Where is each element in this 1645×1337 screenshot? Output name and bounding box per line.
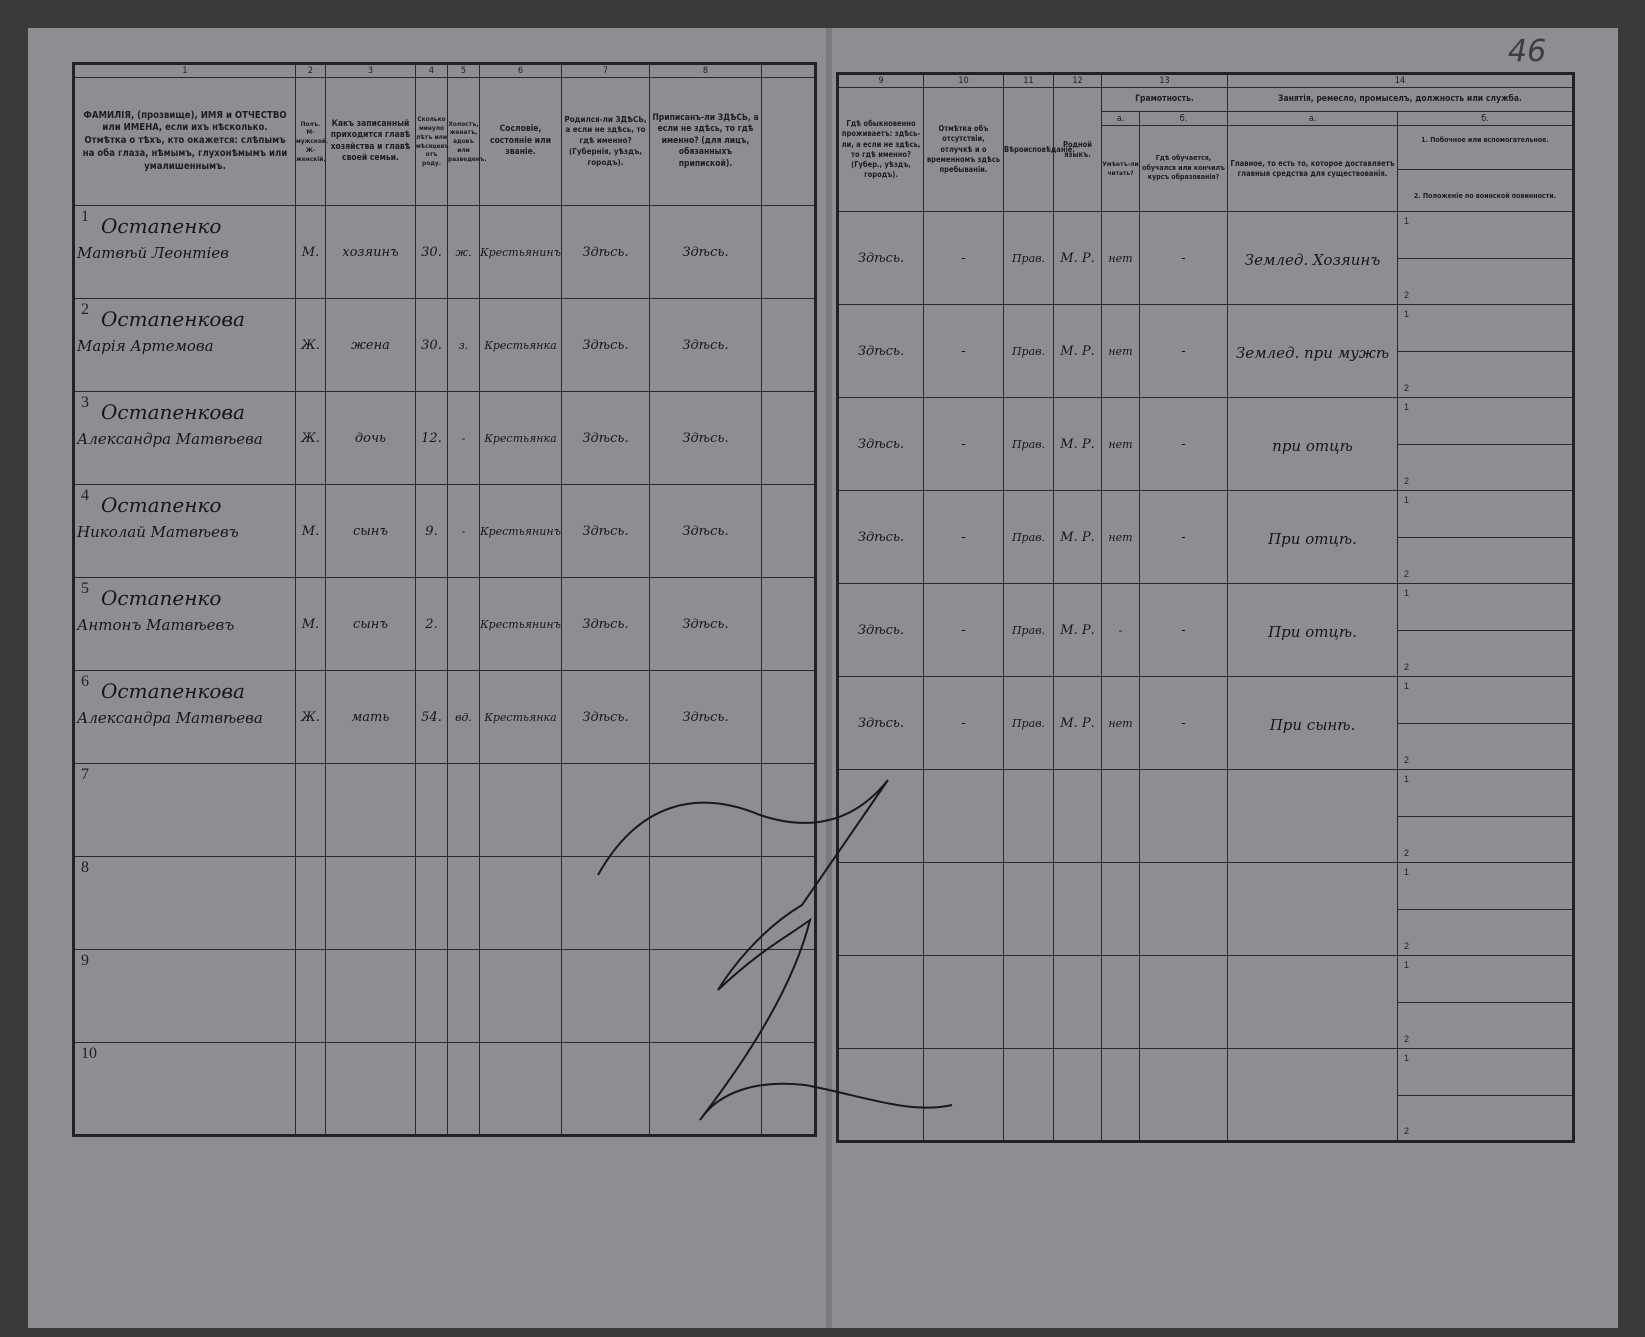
education: - <box>1140 677 1228 770</box>
header-religion: Вѣроисповѣданіе. <box>1004 88 1054 212</box>
empty-row: 7 <box>74 764 816 857</box>
absence: - <box>924 677 1004 770</box>
marital: вд. <box>448 671 480 764</box>
relation: жена <box>326 299 416 392</box>
given-name: Александра Матвѣева <box>77 430 263 449</box>
header-can-read: Умѣетъ-ли читать? <box>1102 126 1140 212</box>
header-literacy: Грамотность. <box>1102 88 1228 112</box>
marital: - <box>448 392 480 485</box>
estate: Крестьянинъ <box>480 206 562 299</box>
estate: Крестьянинъ <box>480 578 562 671</box>
occupation: Землед. при мужѣ <box>1228 305 1398 398</box>
age: 30. <box>416 299 448 392</box>
relation: сынъ <box>326 485 416 578</box>
language: М. Р. <box>1054 491 1102 584</box>
absence: - <box>924 305 1004 398</box>
religion: Прав. <box>1004 584 1054 677</box>
header-registered: Приписанъ-ли ЗДѢСЬ, а если не здѣсь, то гдѣ именно? (для лицъ, обязанныхъ припиской). <box>650 78 762 206</box>
given-name: Александра Матвѣева <box>77 709 263 728</box>
education: - <box>1140 212 1228 305</box>
education: - <box>1140 584 1228 677</box>
age: 30. <box>416 206 448 299</box>
residence: Здѣсь. <box>838 491 924 584</box>
relation: сынъ <box>326 578 416 671</box>
column-number-row: 1 2 3 4 5 6 7 8 <box>74 64 816 78</box>
residence: Здѣсь. <box>838 305 924 398</box>
header-estate: Сословіе, состояніе или званіе. <box>480 78 562 206</box>
sex: Ж. <box>296 671 326 764</box>
right-census-table: 9 10 11 12 13 14 Гдѣ обыкновенно проживаетъ: здѣсь-ли, а если не здѣсь, то гдѣ именно? (Губер., уѣздъ, городъ). Отмѣтка объ отсутствіи, отлучкѣ и о временномъ здѣсь пребываніи. Вѣроисповѣданіе. Родной языкъ. Грамотность. Занятія, ремесло, промыселъ, должность или служба. а. б. а. б. Умѣетъ-ли читать? Гдѣ обучается, обучался или кончилъ курсъ образованія? Главное, то есть то, которое доставляетъ главныя средства для существованія. 1. Побочное или вспомогательное. 2. Положеніе по воинской повинности. Здѣсь. - Прав. М. Р. нет - Землед. Хозяинъ 1 2 Здѣсь. - Прав. М. Р. нет - Землед. при мужѣ 1 2 Здѣсь. - Прав. М. Р. нет - при отцѣ 1 2 Здѣсь. - Прав. М. Р. нет - При отцѣ. 1 2 Здѣсь. - Прав. М. Р. - - При отцѣ. 1 2 Здѣсь. - Прав. М. Р. нет - При сынѣ. 1 2 1 2 1 2 1 2 1 2 <box>836 72 1575 1143</box>
education: - <box>1140 491 1228 584</box>
empty-row: 1 2 <box>838 863 1574 956</box>
religion: Прав. <box>1004 212 1054 305</box>
header-name: ФАМИЛІЯ, (прозвище), ИМЯ и ОТЧЕСТВО или ИМЕНА, если ихъ нѣсколько. Отмѣтка о тѣхъ, кто окажется: слѣпымъ на оба глаза, нѣмымъ, глухонѣмымъ или умалишеннымъ. <box>74 78 296 206</box>
occupation: Землед. Хозяинъ <box>1228 212 1398 305</box>
occupation: при отцѣ <box>1228 398 1398 491</box>
given-name: Марiя Артемова <box>77 337 214 356</box>
absence: - <box>924 584 1004 677</box>
residence: Здѣсь. <box>838 584 924 677</box>
secondary-occupation: 1 2 <box>1398 677 1574 770</box>
estate: Крестьянка <box>480 299 562 392</box>
relation: хозяинъ <box>326 206 416 299</box>
religion: Прав. <box>1004 398 1054 491</box>
empty-row: 1 2 <box>838 770 1574 863</box>
relation: дочь <box>326 392 416 485</box>
person-row: 2 Остапенкова Марiя Артемова Ж. жена 30. з. Крестьянка Здѣсь. Здѣсь. <box>74 299 816 392</box>
born: Здѣсь. <box>562 578 650 671</box>
estate: Крестьянинъ <box>480 485 562 578</box>
secondary-occupation: 1 2 <box>1398 398 1574 491</box>
surname: Остапенко <box>101 586 222 611</box>
occupation: При отцѣ. <box>1228 584 1398 677</box>
header-language: Родной языкъ. <box>1054 88 1102 212</box>
literate: - <box>1102 584 1140 677</box>
language: М. Р. <box>1054 212 1102 305</box>
language: М. Р. <box>1054 584 1102 677</box>
born: Здѣсь. <box>562 485 650 578</box>
born: Здѣсь. <box>562 671 650 764</box>
person-row: 1 Остапенко Матвѣй Леонтiев М. хозяинъ 30. ж. Крестьянинъ Здѣсь. Здѣсь. <box>74 206 816 299</box>
estate: Крестьянка <box>480 392 562 485</box>
residence: Здѣсь. <box>838 677 924 770</box>
empty-row: 1 2 <box>838 1049 1574 1142</box>
residence: Здѣсь. <box>838 212 924 305</box>
secondary-occupation: 1 2 <box>1398 491 1574 584</box>
sex: М. <box>296 206 326 299</box>
empty-row: 8 <box>74 857 816 950</box>
marital: з. <box>448 299 480 392</box>
residence: Здѣсь. <box>838 398 924 491</box>
literate: нет <box>1102 677 1140 770</box>
secondary-occupation: 1 2 <box>1398 584 1574 677</box>
person-row: 3 Остапенкова Александра Матвѣева Ж. дочь 12. - Крестьянка Здѣсь. Здѣсь. <box>74 392 816 485</box>
secondary-occupation: 1 2 <box>1398 305 1574 398</box>
born: Здѣсь. <box>562 206 650 299</box>
marital: ж. <box>448 206 480 299</box>
sex: Ж. <box>296 392 326 485</box>
header-sex: Полъ. М-мужской. Ж-женскій. <box>296 78 326 206</box>
surname: Остапенко <box>101 214 222 239</box>
surname: Остапенкова <box>101 679 245 704</box>
header-occupation: Занятія, ремесло, промыселъ, должность или служба. <box>1228 88 1574 112</box>
absence: - <box>924 491 1004 584</box>
born: Здѣсь. <box>562 299 650 392</box>
header-relation: Какъ записанный приходится главѣ хозяйства и главѣ своей семьи. <box>326 78 416 206</box>
age: 54. <box>416 671 448 764</box>
absence: - <box>924 212 1004 305</box>
registered: Здѣсь. <box>650 485 762 578</box>
registered: Здѣсь. <box>650 578 762 671</box>
sex: М. <box>296 485 326 578</box>
religion: Прав. <box>1004 491 1054 584</box>
person-row: 6 Остапенкова Александра Матвѣева Ж. мать 54. вд. Крестьянка Здѣсь. Здѣсь. <box>74 671 816 764</box>
literate: нет <box>1102 305 1140 398</box>
empty-row: 1 2 <box>838 956 1574 1049</box>
header-education: Гдѣ обучается, обучался или кончилъ курсъ образованія? <box>1140 126 1228 212</box>
header-born: Родился-ли ЗДѢСЬ, а если не здѣсь, то гдѣ именно? (Губернія, уѣздъ, городъ). <box>562 78 650 206</box>
religion: Прав. <box>1004 677 1054 770</box>
language: М. Р. <box>1054 398 1102 491</box>
absence: - <box>924 398 1004 491</box>
empty-row: 10 <box>74 1043 816 1136</box>
occupation: При сынѣ. <box>1228 677 1398 770</box>
person-row: 5 Остапенко Антонъ Матвѣевъ М. сынъ 2. Крестьянинъ Здѣсь. Здѣсь. <box>74 578 816 671</box>
page-number: 46 <box>1508 34 1547 69</box>
header-main-occupation: Главное, то есть то, которое доставляетъ главныя средства для существованія. <box>1228 126 1398 212</box>
religion: Прав. <box>1004 305 1054 398</box>
registered: Здѣсь. <box>650 392 762 485</box>
age: 2. <box>416 578 448 671</box>
registered: Здѣсь. <box>650 299 762 392</box>
registered: Здѣсь. <box>650 206 762 299</box>
marital: - <box>448 485 480 578</box>
age: 12. <box>416 392 448 485</box>
relation: мать <box>326 671 416 764</box>
column-number-row: 9 10 11 12 13 14 <box>838 74 1574 88</box>
born: Здѣсь. <box>562 392 650 485</box>
header-residence: Гдѣ обыкновенно проживаетъ: здѣсь-ли, а если не здѣсь, то гдѣ именно? (Губер., уѣздъ, городъ). <box>838 88 924 212</box>
given-name: Антонъ Матвѣевъ <box>77 616 235 635</box>
education: - <box>1140 305 1228 398</box>
literate: нет <box>1102 212 1140 305</box>
education: - <box>1140 398 1228 491</box>
person-row: 4 Остапенко Николай Матвѣевъ М. сынъ 9. - Крестьянинъ Здѣсь. Здѣсь. <box>74 485 816 578</box>
registered: Здѣсь. <box>650 671 762 764</box>
language: М. Р. <box>1054 305 1102 398</box>
literate: нет <box>1102 398 1140 491</box>
header-age: Сколько минуло лѣтъ или мѣсяцевъ отъ роду. <box>416 78 448 206</box>
age: 9. <box>416 485 448 578</box>
header-absence: Отмѣтка объ отсутствіи, отлучкѣ и о временномъ здѣсь пребываніи. <box>924 88 1004 212</box>
sex: М. <box>296 578 326 671</box>
given-name: Матвѣй Леонтiев <box>77 244 229 263</box>
empty-row: 9 <box>74 950 816 1043</box>
estate: Крестьянка <box>480 671 562 764</box>
surname: Остапенкова <box>101 400 245 425</box>
language: М. Р. <box>1054 677 1102 770</box>
header-marital: Холостъ, женатъ, вдовъ или разведенъ. <box>448 78 480 206</box>
surname: Остапенко <box>101 493 222 518</box>
header-secondary: 1. Побочное или вспомогательное. 2. Положеніе по воинской повинности. <box>1398 126 1574 212</box>
secondary-occupation: 1 2 <box>1398 212 1574 305</box>
sex: Ж. <box>296 299 326 392</box>
occupation: При отцѣ. <box>1228 491 1398 584</box>
literate: нет <box>1102 491 1140 584</box>
given-name: Николай Матвѣевъ <box>77 523 239 542</box>
surname: Остапенкова <box>101 307 245 332</box>
